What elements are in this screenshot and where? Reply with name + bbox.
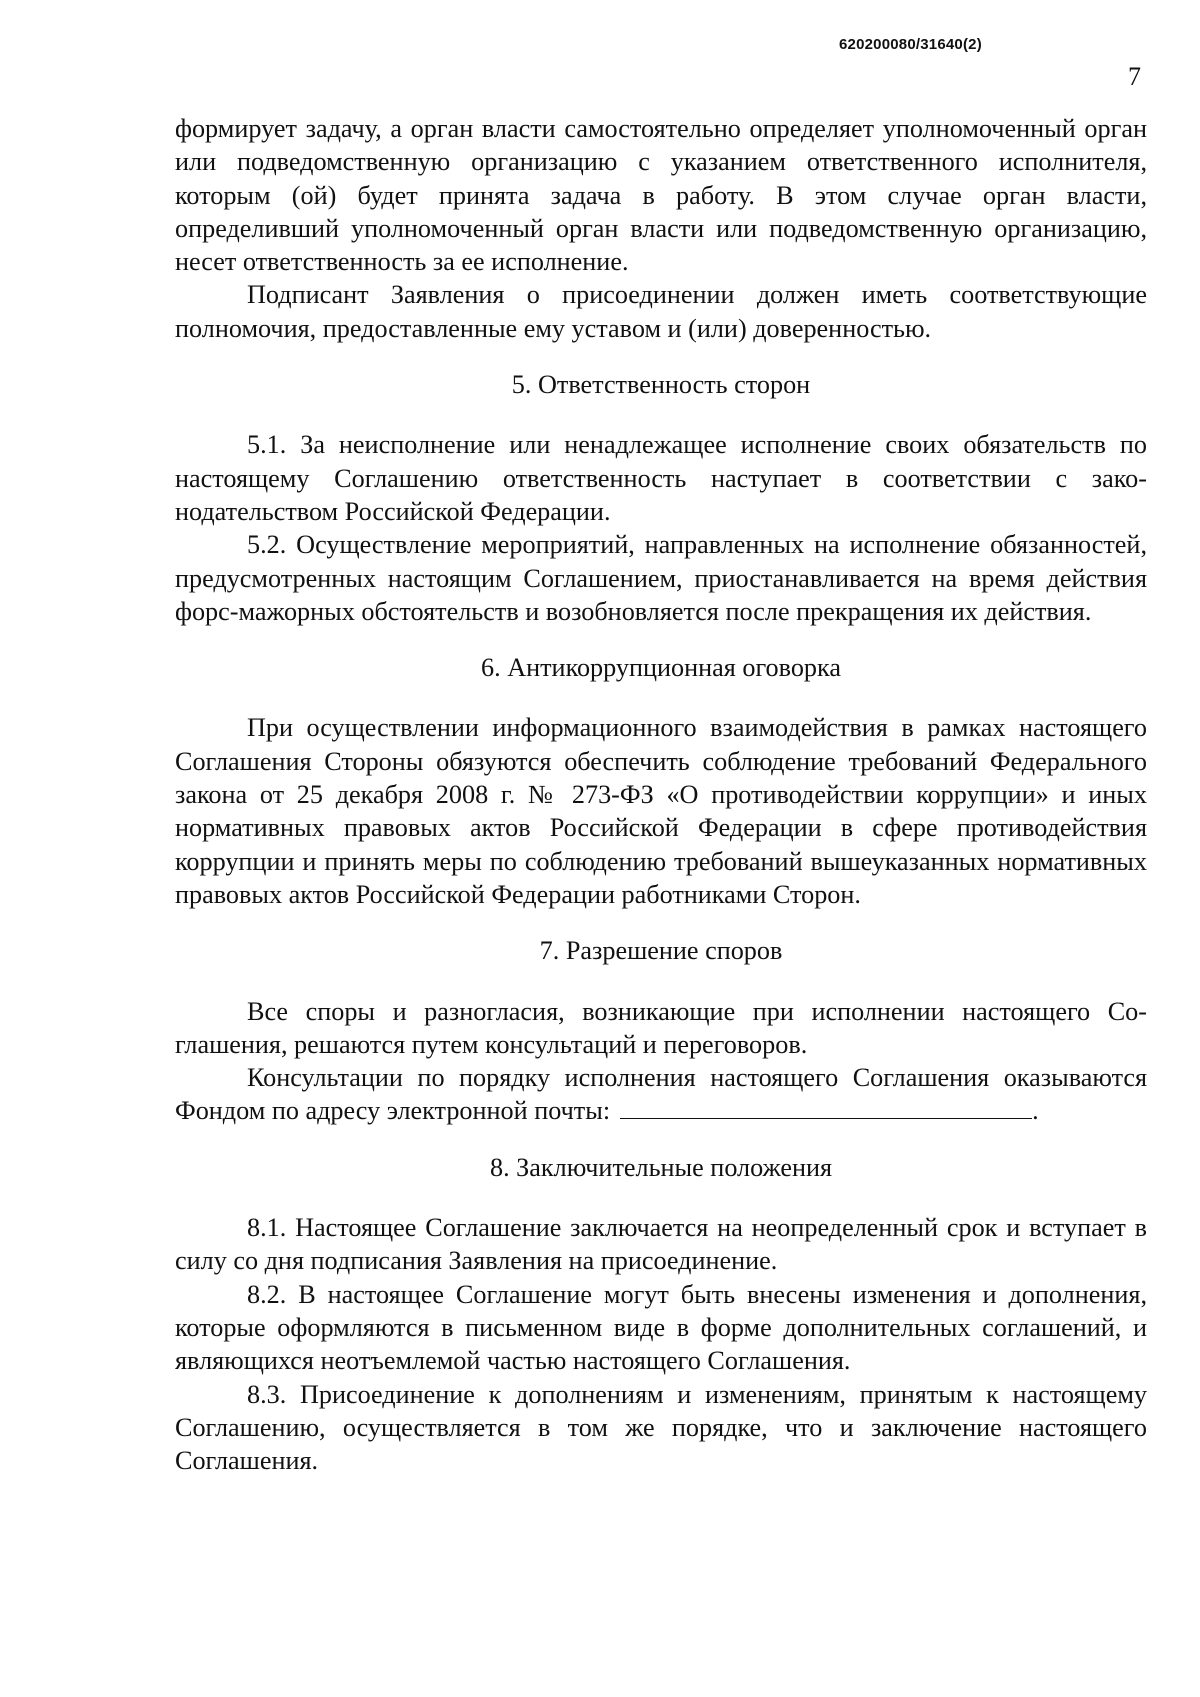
clause-8-2: 8.2. В настоящее Соглашение могут быть внесены изменения и дополнения, которые оформляются в письменном виде в форме дополнительных соглашений, и являющихся неотъемлемой частью настоящего Соглашения. xyxy=(175,1279,1147,1376)
clause-5-2: 5.2. Осуществление мероприятий, направленных на исполнение обязанностей, предусмотренных настоящим Соглашением, приостанавливается на время действия форс-мажорных обстоятельств и возобновляется после прекращения их действия. xyxy=(175,530,1147,626)
email-paragraph-text: Консультации по порядку исполнения настоящего Соглашения оказываются Фондом по адресу электронной почты: xyxy=(175,1063,1147,1126)
document-body xyxy=(175,112,1147,1477)
paragraph: При осуществлении информационного взаимодействия в рамках настоящего Соглашения Стороны обязуются обеспечить соблюдение требований Федерального закона от 25 декабря 2008 г. № 273-ФЗ «О противодействии коррупции» и иных нормативных правовых актов Российской Федерации в сфере противодействия коррупции и принять меры по соблюдению требований вышеуказанных нормативных правовых актов Российской Федерации работниками Сторон. xyxy=(175,713,1147,909)
paragraph: формирует задачу, а орган власти самостоятельно определяет уполномоченный орган или подведомственную организацию с указанием ответственного исполнителя, которым (ой) будет принята задача в работу. В этом случае орган власти, определивший уполномоченный орган власти или подведомственную организацию, несет ответственность за ее исполнение. xyxy=(175,114,1147,277)
section-heading-6: 6. Антикоррупционная оговорка xyxy=(481,653,841,683)
email-blank-field xyxy=(620,1096,1032,1119)
paragraph: Подписант Заявления о присоединении должен иметь соответствующие полномочия, предоставленные ему уставом и (или) доверенностью. xyxy=(175,280,1147,343)
clause-8-3: 8.3. Присоединение к дополнениям и изменениям, принятым к настоящему Соглашению, осуществляется в том же порядке, что и заключение настоящего Соглашения. xyxy=(175,1379,1147,1476)
section-heading-7: 7. Разрешение споров xyxy=(539,936,783,966)
section-heading-5: 5. Ответственность сторон xyxy=(511,370,811,400)
document-id: 620200080/31640(2) xyxy=(839,36,982,53)
clause-5-1: 5.1. За неисполнение или ненадлежащее исполнение своих обязательств по настоящему Соглашению ответственность наступает в соответствии с законодательством Российской Федерации. xyxy=(175,430,1147,526)
page-number: 7 xyxy=(1128,62,1141,91)
paragraph: Все споры и разногласия, возникающие при исполнении настоящего Соглашения, решаются путем консультаций и переговоров. xyxy=(175,996,1147,1059)
section-heading-8: 8. Заключительные положения xyxy=(489,1152,833,1182)
clause-8-1: 8.1. Настоящее Соглашение заключается на неопределенный срок и вступает в силу со дня подписания Заявления на присоединение. xyxy=(175,1213,1147,1276)
email-paragraph-end: . xyxy=(1032,1096,1039,1126)
paragraph-email xyxy=(175,1061,1147,1128)
